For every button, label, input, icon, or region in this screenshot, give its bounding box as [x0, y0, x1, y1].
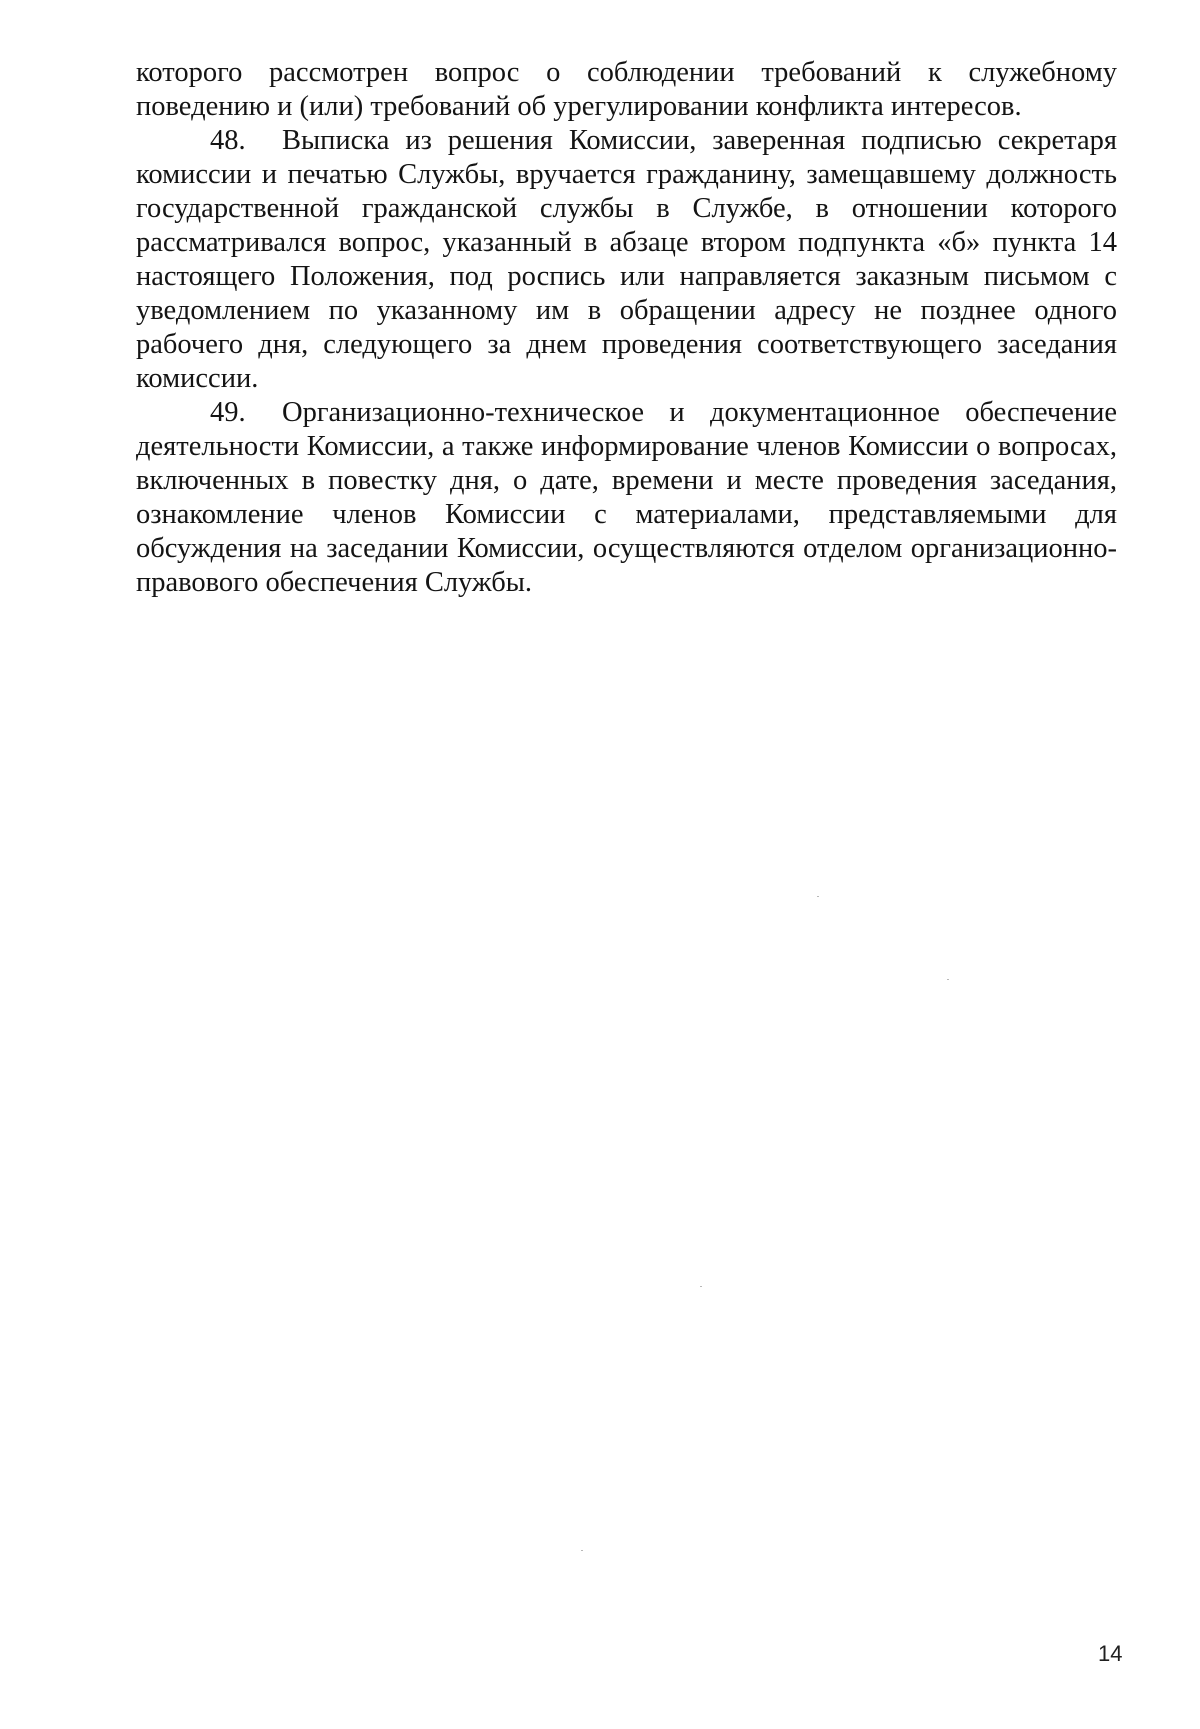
paragraph-49	[136, 396, 1117, 600]
continued-paragraph: которого рассмотрен вопрос о соблюдении требований к служебному поведению и (или) требований об урегулировании конфликта интересов.	[136, 57, 1117, 122]
paragraph-text: Выписка из решения Комиссии, заверенная подписью секретаря комиссии и печатью Службы, вручается гражданину, замещавшему должность государственной гражданской службы в Службе, в отношении которого рассматривался вопрос, указанный в абзаце втором подпункта «б» пункта 14 настоящего Положения, под роспись или направляется заказным письмом с уведомлением по указанному им в обращении адресу не позднее одного рабочего дня, следующего за днем проведения соответствующего заседания комиссии.	[136, 125, 1117, 394]
scan-speck	[581, 1550, 583, 1551]
paragraph-number: 49.	[210, 397, 246, 428]
scan-speck	[947, 979, 949, 980]
paragraph-text: Организационно-техническое и документационное обеспечение деятельности Комиссии, а также информирование членов Комиссии о вопросах, включенных в повестку дня, о дате, времени и месте проведения заседания, ознакомление членов Комиссии с материалами, представляемыми для обсуждения на заседании Комиссии, осуществляются отделом организационно-правового обеспечения Службы.	[136, 397, 1117, 598]
paragraph-48	[136, 124, 1117, 396]
scan-speck	[700, 1286, 702, 1287]
page-number: 14	[1098, 1641, 1123, 1666]
paragraph-number: 48.	[210, 125, 246, 156]
scan-speck	[817, 896, 819, 897]
document-body	[136, 56, 1117, 600]
